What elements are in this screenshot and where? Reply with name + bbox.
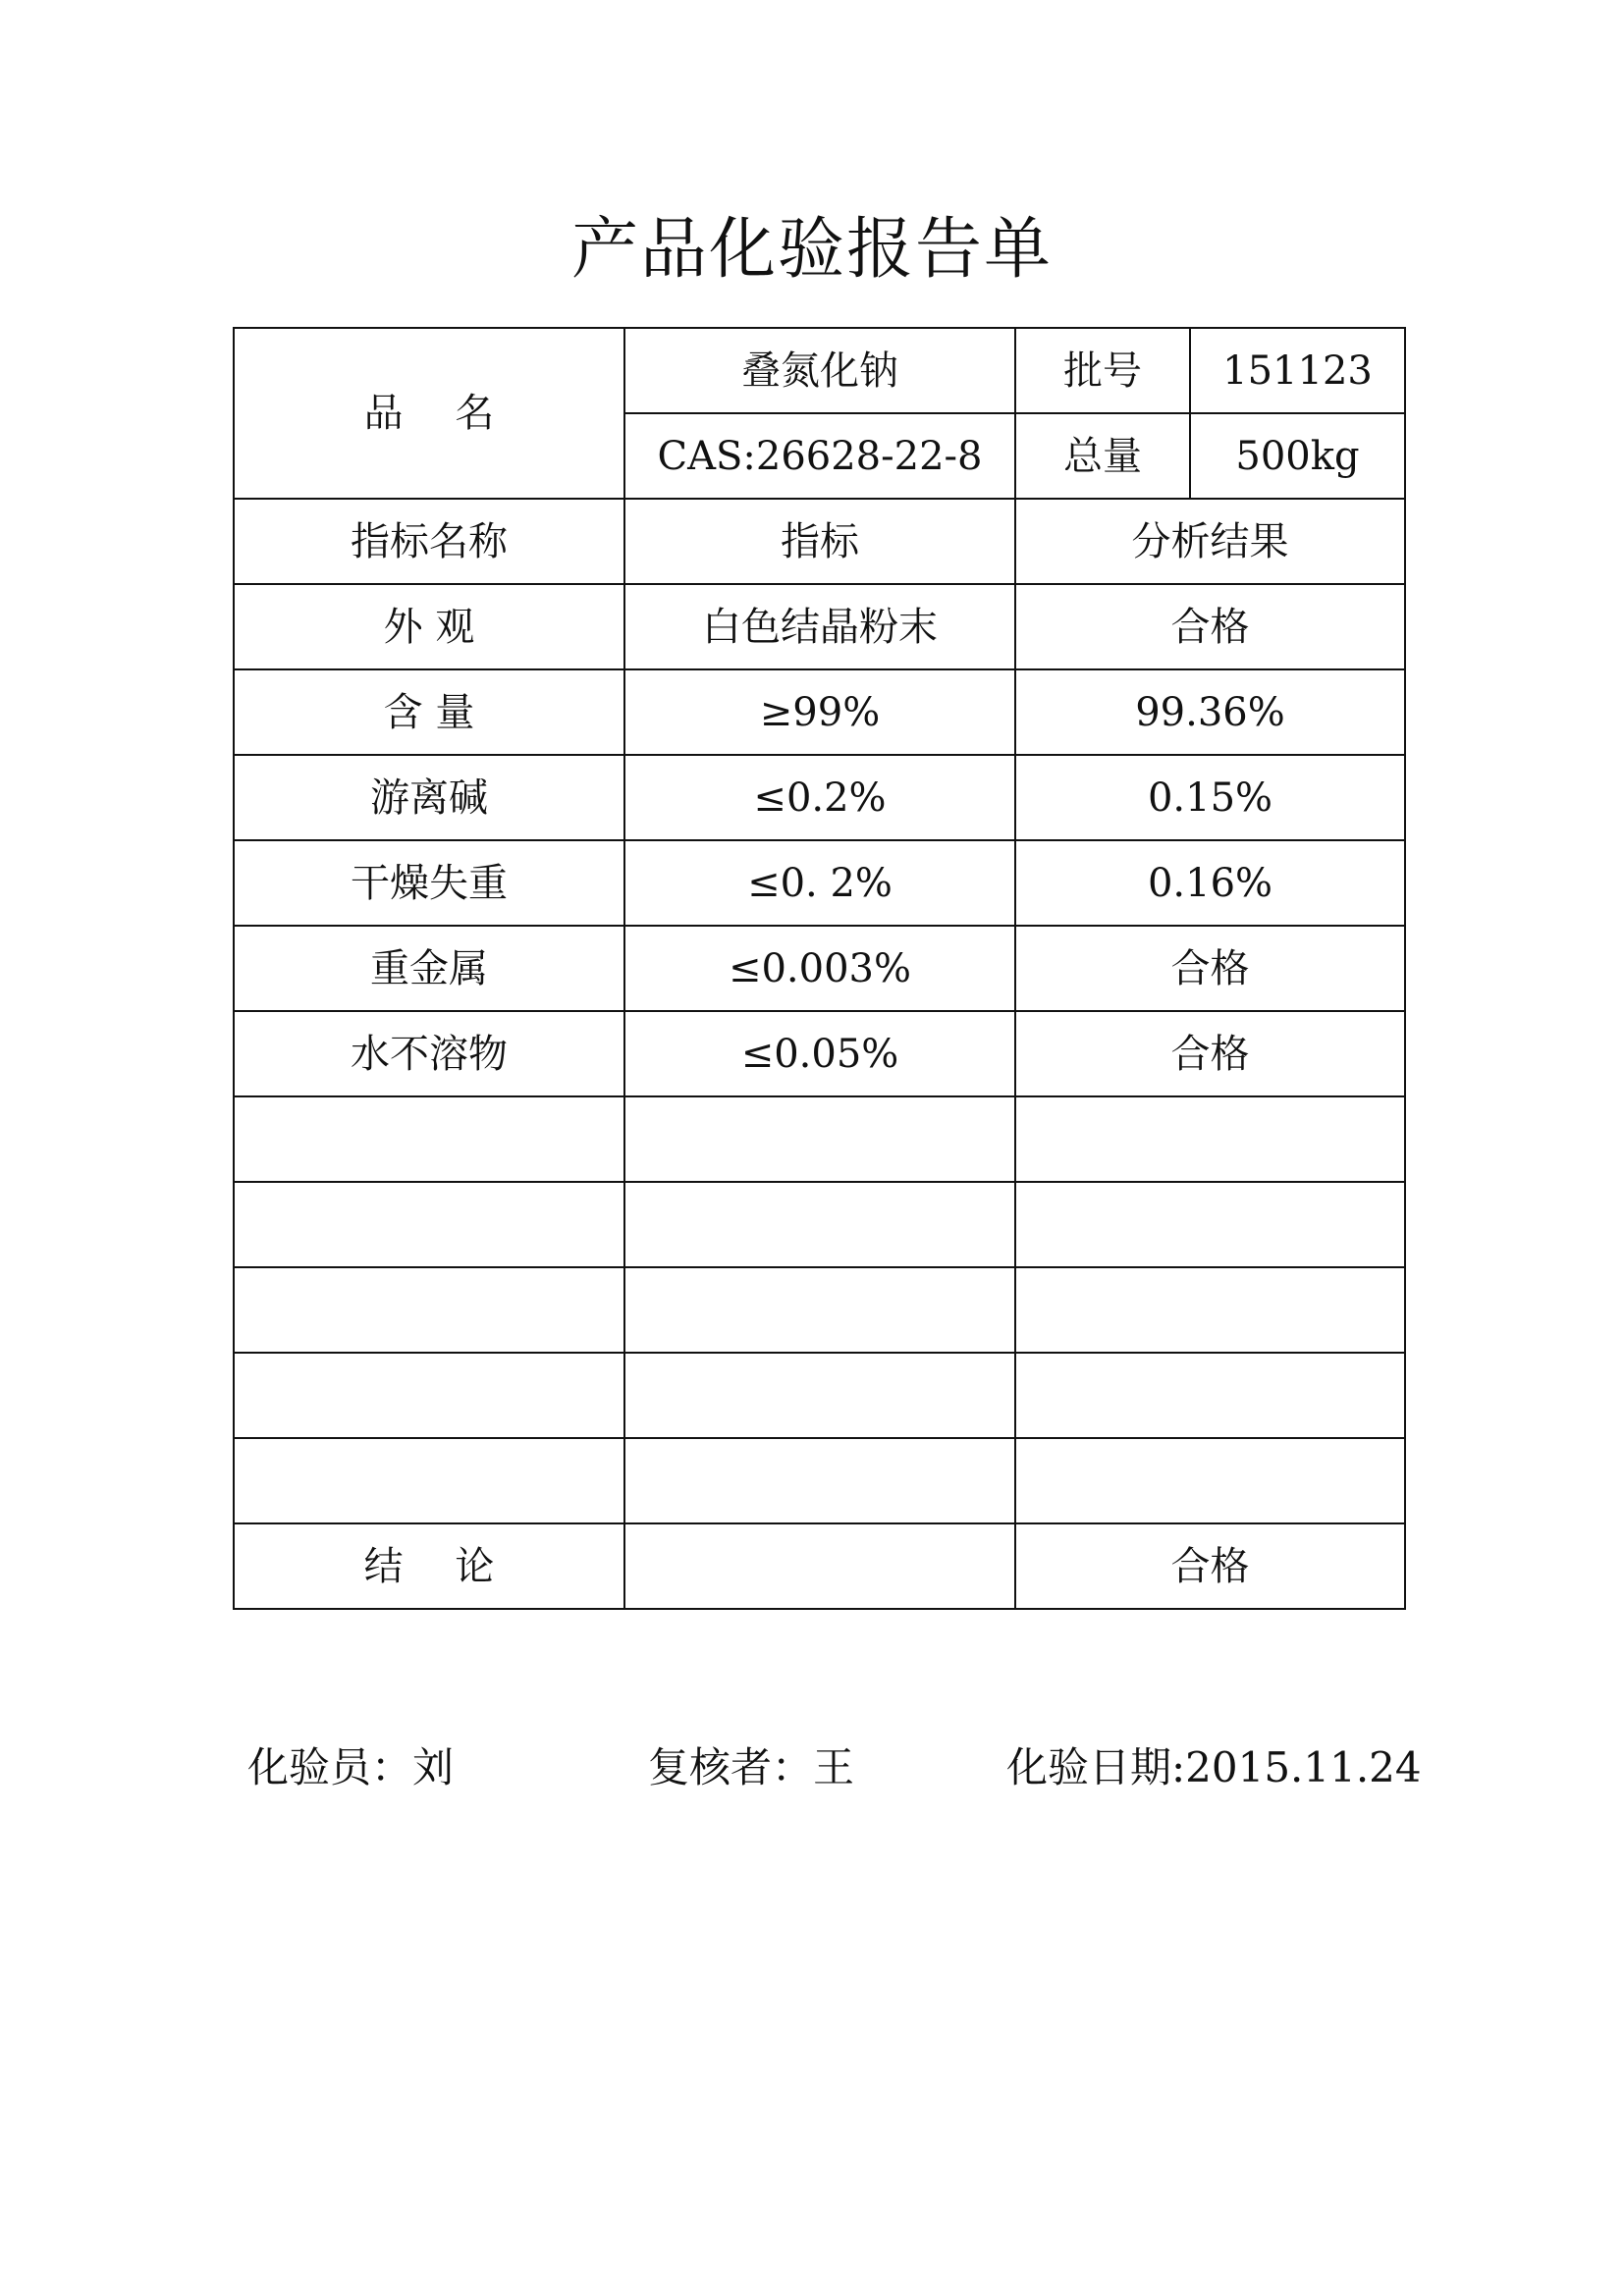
empty-cell bbox=[624, 1353, 1015, 1438]
row-item: 含 量 bbox=[234, 669, 624, 755]
product-name-label: 品 名 bbox=[234, 328, 624, 499]
empty-row bbox=[234, 1182, 1405, 1267]
row-spec: ≤0.003% bbox=[624, 926, 1015, 1011]
empty-row bbox=[234, 1438, 1405, 1523]
row-result: 合格 bbox=[1015, 1011, 1405, 1096]
report-title: 产品化验报告单 bbox=[570, 211, 1053, 289]
header-row bbox=[234, 499, 1405, 584]
row-item: 水不溶物 bbox=[234, 1011, 624, 1096]
row-result: 合格 bbox=[1015, 584, 1405, 669]
empty-cell bbox=[1015, 1353, 1405, 1438]
row-result: 合格 bbox=[1015, 926, 1405, 1011]
batch-number: 151123 bbox=[1190, 328, 1405, 413]
empty-cell bbox=[1015, 1096, 1405, 1182]
conclusion-label: 结 论 bbox=[234, 1523, 624, 1609]
empty-row bbox=[234, 1267, 1405, 1353]
row-result: 0.15% bbox=[1015, 755, 1405, 840]
empty-cell bbox=[1015, 1182, 1405, 1267]
empty-row bbox=[234, 1353, 1405, 1438]
empty-cell bbox=[1015, 1438, 1405, 1523]
empty-cell bbox=[234, 1267, 624, 1353]
conclusion-row bbox=[234, 1523, 1405, 1609]
product-cas: CAS:26628-22-8 bbox=[624, 413, 1015, 499]
column-header-spec: 指标 bbox=[624, 499, 1015, 584]
row-item: 游离碱 bbox=[234, 755, 624, 840]
row-spec: ≤0. 2% bbox=[624, 840, 1015, 926]
row-result: 0.16% bbox=[1015, 840, 1405, 926]
column-header-result: 分析结果 bbox=[1015, 499, 1405, 584]
row-item: 干燥失重 bbox=[234, 840, 624, 926]
table-row bbox=[234, 926, 1405, 1011]
row-spec: ≤0.2% bbox=[624, 755, 1015, 840]
tester-signature: 化验员：刘 bbox=[247, 1743, 455, 1791]
row-item: 重金属 bbox=[234, 926, 624, 1011]
product-row-1 bbox=[234, 328, 1405, 413]
table-row bbox=[234, 755, 1405, 840]
row-spec: ≤0.05% bbox=[624, 1011, 1015, 1096]
report-table bbox=[233, 327, 1406, 1610]
row-item: 外 观 bbox=[234, 584, 624, 669]
row-spec: 白色结晶粉末 bbox=[624, 584, 1015, 669]
quantity-label: 总量 bbox=[1015, 413, 1190, 499]
row-result: 99.36% bbox=[1015, 669, 1405, 755]
empty-cell bbox=[624, 1096, 1015, 1182]
column-header-item: 指标名称 bbox=[234, 499, 624, 584]
empty-cell bbox=[234, 1096, 624, 1182]
quantity-value: 500kg bbox=[1190, 413, 1405, 499]
test-date: 化验日期:2015.11.24 bbox=[1006, 1743, 1422, 1791]
product-name: 叠氮化钠 bbox=[624, 328, 1015, 413]
empty-cell bbox=[234, 1438, 624, 1523]
table-row bbox=[234, 584, 1405, 669]
row-spec: ≥99% bbox=[624, 669, 1015, 755]
conclusion-result: 合格 bbox=[1015, 1523, 1405, 1609]
empty-row bbox=[234, 1096, 1405, 1182]
empty-cell bbox=[1015, 1267, 1405, 1353]
empty-cell bbox=[234, 1353, 624, 1438]
conclusion-value bbox=[624, 1523, 1015, 1609]
empty-cell bbox=[624, 1267, 1015, 1353]
batch-label: 批号 bbox=[1015, 328, 1190, 413]
table-row bbox=[234, 840, 1405, 926]
reviewer-signature: 复核者：王 bbox=[648, 1743, 855, 1791]
empty-cell bbox=[624, 1182, 1015, 1267]
empty-cell bbox=[624, 1438, 1015, 1523]
table-row bbox=[234, 669, 1405, 755]
table-row bbox=[234, 1011, 1405, 1096]
empty-cell bbox=[234, 1182, 624, 1267]
